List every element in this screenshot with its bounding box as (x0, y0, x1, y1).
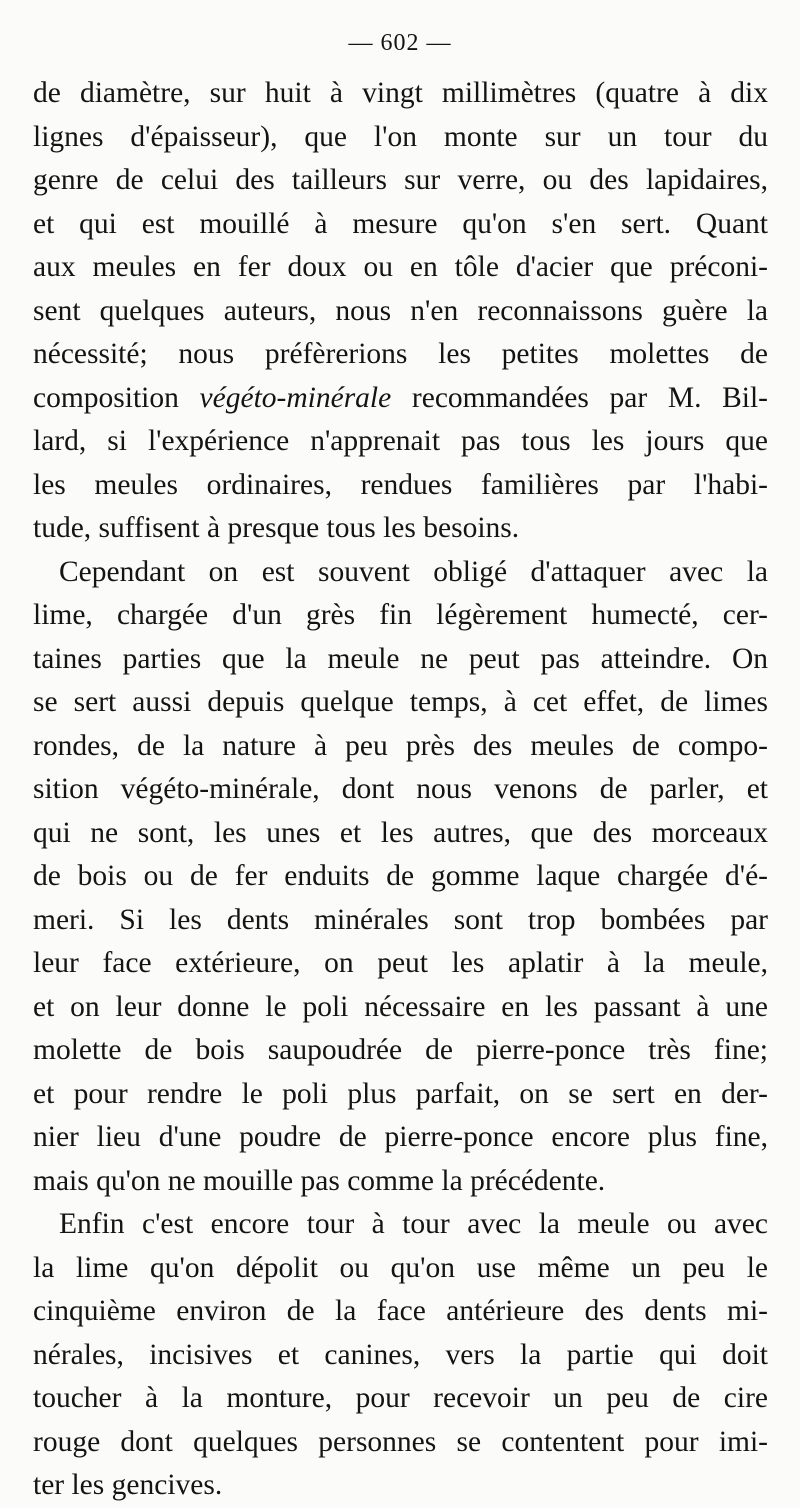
text-line: nécessité; nous préfèrerions les petites molettes de (33, 338, 768, 370)
paragraph (33, 551, 768, 1204)
text-line: aux meules en fer doux ou en tôle d'acier que préconi- (33, 251, 768, 283)
text-line: nier lieu d'une poudre de pierre-ponce encore plus fine, (33, 1121, 768, 1153)
text-line: cinquième environ de la face antérieure des dents mi- (33, 1295, 768, 1327)
text-line: sition végéto-minérale, dont nous venons de parler, et (33, 773, 768, 805)
text-line: et on leur donne le poli nécessaire en les passant à une (33, 990, 768, 1023)
text-line: lime, chargée d'un grès fin légèrement humecté, cer- (33, 599, 768, 631)
text-line: leur face extérieure, on peut les aplatir à la meule, (33, 947, 768, 979)
text-line: sent quelques auteurs, nous n'en reconnaissons guère la (33, 294, 768, 327)
paragraph (33, 72, 768, 551)
text-line: Cependant on est souvent obligé d'attaquer avec la (59, 555, 768, 588)
text-line: qui ne sont, les unes et les autres, que des morceaux (33, 816, 768, 849)
text-line: molette de bois saupoudrée de pierre-ponce très fine; (33, 1034, 768, 1066)
text-line: les meules ordinaires, rendues familières par l'habi- (33, 468, 768, 501)
text-line: meri. Si les dents minérales sont trop bombées par (33, 903, 768, 936)
body-text (33, 72, 768, 1508)
text-line: nérales, incisives et canines, vers la partie qui doit (33, 1338, 768, 1371)
text-line: de bois ou de fer enduits de gomme laque chargée d'é- (33, 860, 768, 892)
text-line: lard, si l'expérience n'apprenait pas tous les jours que (33, 425, 768, 457)
text-line: et qui est mouillé à mesure qu'on s'en sert. Quant (33, 207, 768, 240)
text-line: mais qu'on ne mouille pas comme la précédente. (33, 1164, 606, 1197)
text-line: taines parties que la meule ne peut pas atteindre. On (33, 642, 768, 675)
text-line: ter les gencives. (33, 1469, 223, 1501)
text-line: Enfin c'est encore tour à tour avec la meule ou avec (59, 1208, 768, 1240)
text-line: genre de celui des tailleurs sur verre, ou des lapidaires, (33, 164, 768, 196)
text-line: et pour rendre le poli plus parfait, on se sert en der- (33, 1077, 768, 1110)
paragraph (33, 1203, 768, 1508)
text-line: la lime qu'on dépolit ou qu'on use même un peu le (33, 1251, 768, 1284)
text-line: rondes, de la nature à peu près des meules de compo- (33, 729, 768, 762)
text-line: se sert aussi depuis quelque temps, à cet effet, de limes (33, 686, 768, 718)
text-line: lignes d'épaisseur), que l'on monte sur un tour du (33, 120, 768, 153)
text-line: toucher à la monture, pour recevoir un peu de cire (33, 1382, 768, 1414)
text-line: composition végéto-minérale recommandées par M. Bil- (33, 381, 768, 414)
text-line: de diamètre, sur huit à vingt millimètres (quatre à dix (33, 77, 768, 109)
text-line: rouge dont quelques personnes se contentent pour imi- (33, 1425, 768, 1458)
text-line: tude, suffisent à presque tous les besoins. (33, 512, 520, 544)
page-number: — 602 — (348, 30, 452, 56)
